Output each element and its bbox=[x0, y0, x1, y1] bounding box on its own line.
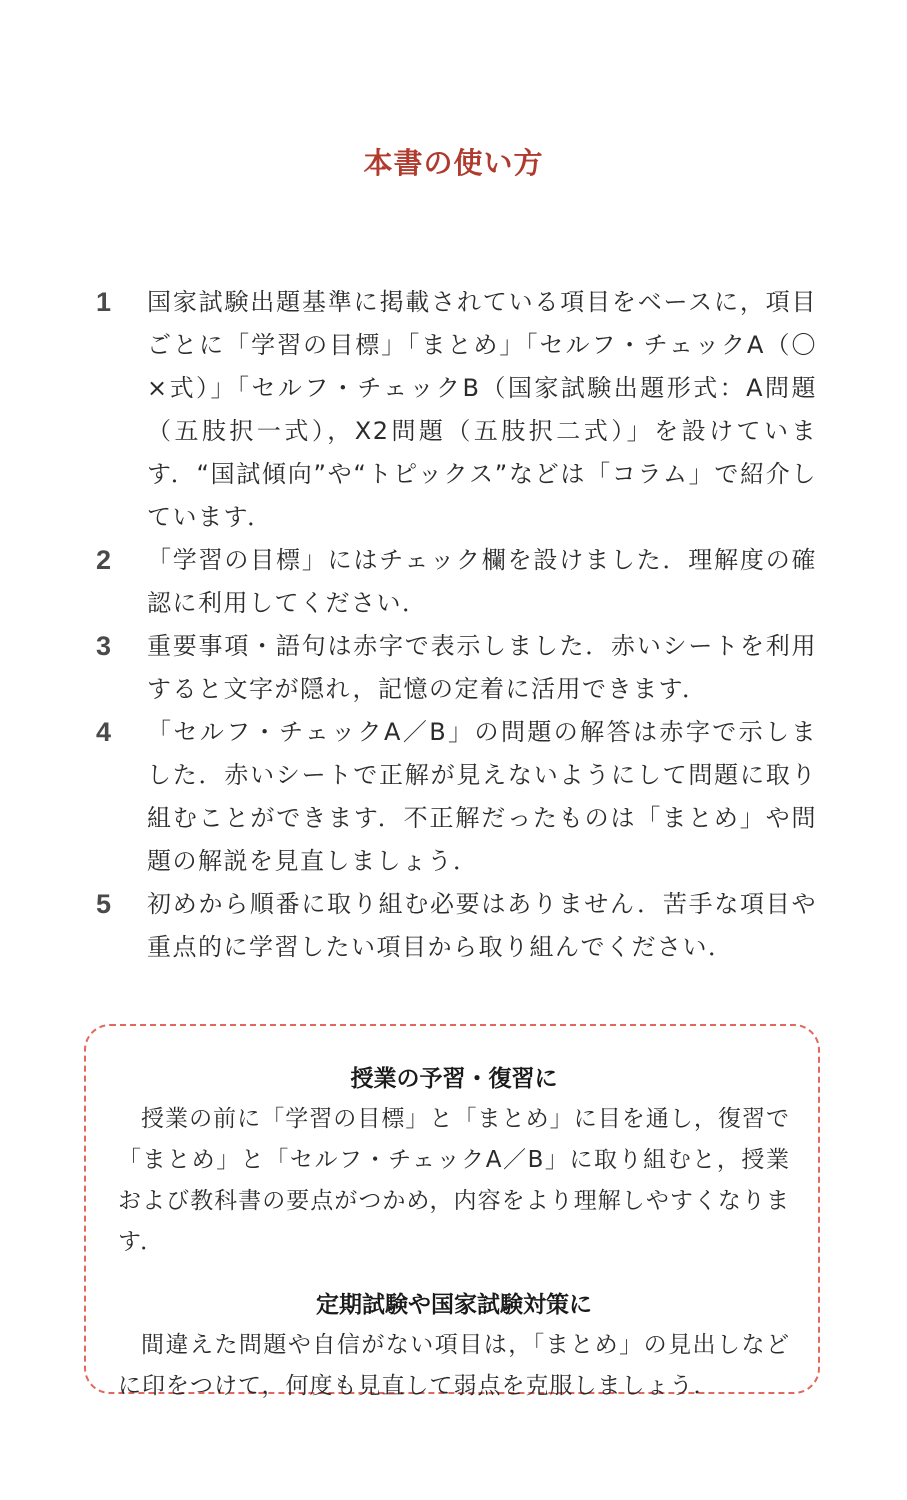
list-item bbox=[0, 711, 817, 883]
item-text: 国家試験出題基準に掲載されている項目をベースに，項目ごとに「学習の目標」「まとめ」「セルフ・チェックA（〇×式）」「セルフ・チェックB（国家試験出題形式：A問題（五肢択一式），X2問題（五肢択二式）」を設けています．“国試傾向”や“トピックス”などは「コラム」で紹介しています． bbox=[147, 288, 817, 531]
list-item bbox=[0, 281, 817, 539]
usage-list bbox=[0, 281, 907, 969]
item-number: 3 bbox=[96, 631, 112, 661]
tips-body-study: 授業の前に「学習の目標」と「まとめ」に目を通し，復習で「まとめ」と「セルフ・チェックA／B」に取り組むと，授業および教科書の要点がつかめ，内容をより理解しやすくなります． bbox=[118, 1106, 790, 1255]
tips-body-exam: 間違えた問題や自信がない項目は，「まとめ」の見出しなどに印をつけて，何度も見直して弱点を克服しましょう． bbox=[118, 1332, 790, 1399]
item-text: 重要事項・語句は赤字で表示しました．赤いシートを利用すると文字が隠れ，記憶の定着に活用できます． bbox=[147, 632, 817, 703]
list-item bbox=[0, 539, 817, 625]
item-number: 5 bbox=[96, 889, 112, 919]
page-title: 本書の使い方 bbox=[363, 146, 544, 181]
list-item bbox=[0, 625, 817, 711]
tips-heading-study: 授業の予習・復習に bbox=[350, 1066, 558, 1092]
list-item bbox=[0, 883, 817, 969]
item-text: 「学習の目標」にはチェック欄を設けました．理解度の確認に利用してください． bbox=[147, 546, 817, 617]
tips-box bbox=[84, 1024, 820, 1399]
item-text: 初めから順番に取り組む必要はありません．苦手な項目や重点的に学習したい項目から取り組んでください． bbox=[147, 890, 817, 961]
tips-heading-exam: 定期試験や国家試験対策に bbox=[316, 1292, 592, 1318]
item-number: 1 bbox=[96, 287, 112, 317]
item-text: 「セルフ・チェックA／B」の問題の解答は赤字で示しました．赤いシートで正解が見えないようにして問題に取り組むことができます．不正解だったものは「まとめ」や問題の解説を見直しましょう． bbox=[147, 718, 817, 875]
item-number: 2 bbox=[96, 545, 112, 575]
item-number: 4 bbox=[96, 717, 112, 747]
